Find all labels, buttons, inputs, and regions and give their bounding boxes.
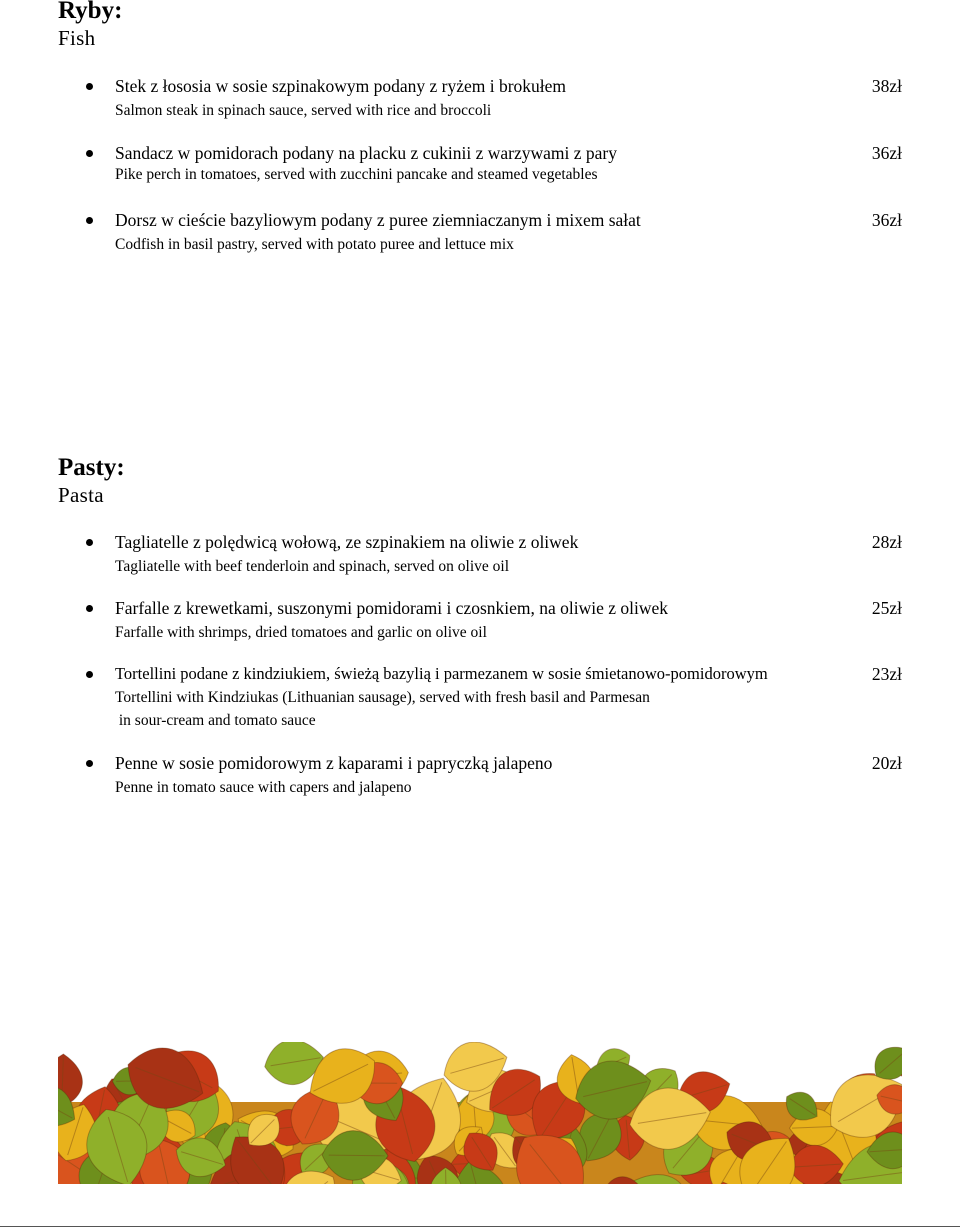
dish-name-en: Farfalle with shrimps, dried tomatoes and garlic on olive oil [115,624,487,641]
dish-name-en: Penne in tomato sauce with capers and jalapeno [115,779,412,796]
dish-price: 28zł [871,532,902,552]
page-bottom-rule [0,1226,960,1227]
dish-price: 36zł [871,210,902,230]
bullet-icon [86,605,93,612]
dish-name-pl: Tagliatelle z polędwicą wołową, ze szpinakiem na oliwie z oliwek [115,532,579,552]
leaf-pile [58,1042,902,1184]
leaf-vein [329,1155,385,1156]
dish-price: 25zł [871,598,902,618]
dish-name-en: Tortellini with Kindziukas (Lithuanian sausage), served with fresh basil and Parmesan [115,689,650,706]
dish-name-pl: Stek z łososia w sosie szpinakowym podany z ryżem i brokułem [115,76,567,96]
dish-name-en: Pike perch in tomatoes, served with zucchini pancake and steamed vegetables [115,166,598,183]
dish-price: 36zł [871,143,902,163]
bullet-icon [86,217,93,224]
dish-name-pl: Penne w sosie pomidorowym z kaparami i papryczką jalapeno [115,753,553,773]
bullet-icon [86,83,93,90]
section-title: Ryby: [58,0,123,24]
dish-price: 23zł [871,664,902,684]
section-subtitle: Pasta [58,483,104,507]
dish-name-en-continued: in sour-cream and tomato sauce [115,712,316,729]
dish-price: 38zł [871,76,902,96]
bullet-icon [86,539,93,546]
section-subtitle: Fish [58,26,96,50]
bullet-icon [86,760,93,767]
dish-name-en: Codfish in basil pastry, served with potato puree and lettuce mix [115,236,514,253]
dish-name-pl: Sandacz w pomidorach podany na placku z cukinii z warzywami z pary [115,143,617,163]
fish-section [58,0,902,270]
dish-name-pl: Farfalle z krewetkami, suszonymi pomidorami i czosnkiem, na oliwie z oliwek [115,598,669,618]
dish-name-pl: Tortellini podane z kindziukiem, świeżą bazylią i parmezanem w sosie śmietanowo-pomidorowym [115,664,768,683]
pasta-section [58,455,902,805]
bullet-icon [86,671,93,678]
section-title: Pasty: [58,454,125,481]
dish-price: 20zł [871,753,902,773]
bullet-icon [86,150,93,157]
autumn-leaves-image [58,1042,902,1184]
dish-name-pl: Dorsz w cieście bazyliowym podany z puree ziemniaczanym i mixem sałat [115,210,641,230]
dish-name-en: Salmon steak in spinach sauce, served with rice and broccoli [115,102,492,119]
dish-name-en: Tagliatelle with beef tenderloin and spinach, served on olive oil [115,558,510,575]
